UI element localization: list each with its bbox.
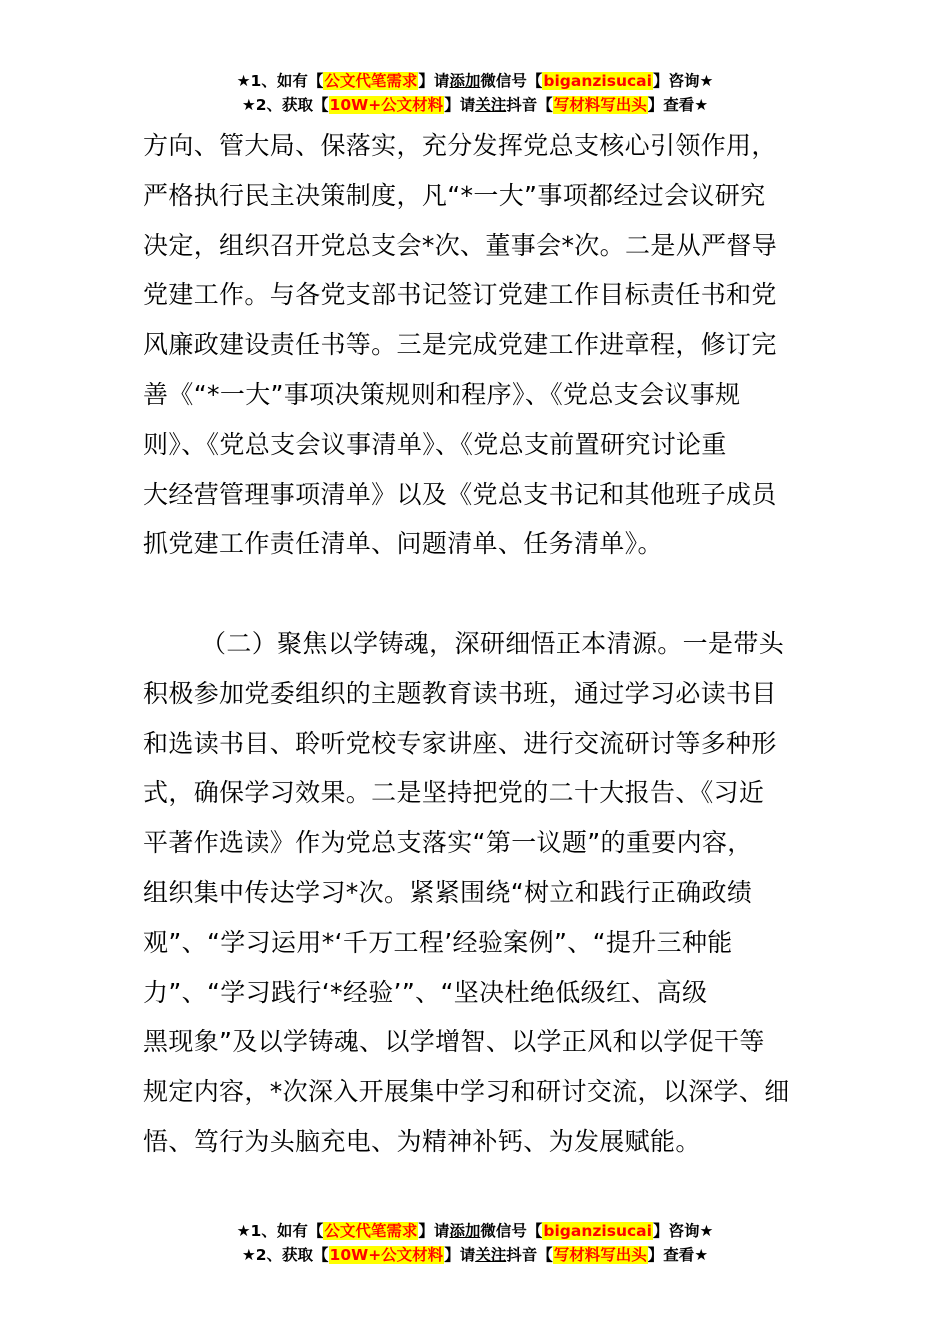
paragraph-line: 式，确保学习效果。二是坚持把党的二十大报告、《习近 bbox=[143, 778, 765, 808]
paragraph-2 bbox=[143, 619, 807, 1167]
banner-highlight: 写材料写出头 bbox=[553, 1246, 647, 1264]
banner-text: 抖音【 bbox=[506, 96, 553, 114]
banner-text: 微信号【 bbox=[480, 72, 543, 90]
paragraph-line: 观”、“学习运用*‘千万工程’经验案例”、“提升三种能 bbox=[143, 927, 733, 957]
paragraph-line: 力”、“学习践行‘*经验’”、“坚决杜绝低级红、高级 bbox=[143, 977, 708, 1007]
paragraph-line: 大经营管理事项清单》以及《党总支书记和其他班子成员 bbox=[143, 479, 777, 509]
banner-text: ★2、获取【 bbox=[241, 96, 329, 114]
banner-highlight: biganzisucai bbox=[543, 1222, 652, 1240]
footer-banner bbox=[0, 1219, 950, 1267]
paragraph-line: 方向、管大局、保落实，充分发挥党总支核心引领作用， bbox=[143, 131, 777, 160]
banner-text: 】请 bbox=[444, 1246, 476, 1264]
banner-highlight: 公文代笔需求 bbox=[324, 1222, 418, 1240]
banner-highlight: 写材料写出头 bbox=[553, 96, 647, 114]
banner-highlight: 10W+公文材料 bbox=[329, 1246, 444, 1264]
header-banner bbox=[0, 69, 950, 117]
paragraph-line: （二）聚焦以学铸魂，深研细悟正本清源。一是带头 bbox=[201, 629, 785, 658]
banner-text: ★2、获取【 bbox=[241, 1246, 329, 1264]
banner-emphasis: 关注 bbox=[475, 1246, 507, 1264]
footer-banner-line-1 bbox=[0, 1219, 950, 1243]
paragraph-line: 风廉政建设责任书等。三是完成党建工作进章程，修订完 bbox=[143, 330, 777, 360]
banner-text: ★1、如有【 bbox=[236, 1222, 324, 1240]
banner-text: 】请 bbox=[418, 1222, 450, 1240]
paragraph-line: 组织集中传达学习*次。紧紧围绕“树立和践行正确政绩 bbox=[143, 877, 753, 907]
banner-text: 抖音【 bbox=[506, 1246, 553, 1264]
paragraph-line: 积极参加党委组织的主题教育读书班，通过学习必读书目 bbox=[143, 678, 777, 708]
banner-text: 】请 bbox=[444, 96, 476, 114]
paragraph-line: 则》、《党总支会议事清单》、《党总支前置研究讨论重 bbox=[143, 429, 727, 459]
paragraph-line: 平著作选读》作为党总支落实“第一议题”的重要内容， bbox=[143, 828, 753, 858]
header-banner-line-2 bbox=[0, 93, 950, 117]
paragraph-1 bbox=[143, 121, 807, 569]
paragraph-line: 和选读书目、聆听党校专家讲座、进行交流研讨等多种形 bbox=[143, 728, 777, 758]
banner-emphasis: 添加 bbox=[449, 72, 481, 90]
banner-highlight: biganzisucai bbox=[543, 72, 652, 90]
banner-text: 】咨询★ bbox=[652, 1222, 714, 1240]
paragraph-line: 规定内容，*次深入开展集中学习和研讨交流，以深学、细 bbox=[143, 1077, 790, 1107]
banner-highlight: 10W+公文材料 bbox=[329, 96, 444, 114]
banner-text: 】咨询★ bbox=[652, 72, 714, 90]
banner-emphasis: 添加 bbox=[449, 1222, 481, 1240]
banner-text: 】查看★ bbox=[647, 96, 709, 114]
paragraph-line: 严格执行民主决策制度，凡“*一大”事项都经过会议研究 bbox=[143, 180, 766, 210]
banner-emphasis: 关注 bbox=[475, 96, 507, 114]
paragraph-line: 悟、笃行为头脑充电、为精神补钙、为发展赋能。 bbox=[143, 1126, 701, 1156]
banner-text: ★1、如有【 bbox=[236, 72, 324, 90]
banner-highlight: 公文代笔需求 bbox=[324, 72, 418, 90]
header-banner-line-1 bbox=[0, 69, 950, 93]
paragraph-line: 党建工作。与各党支部书记签订党建工作目标责任书和党 bbox=[143, 280, 777, 310]
paragraph-line: 决定，组织召开党总支会*次、董事会*次。二是从严督导 bbox=[143, 230, 778, 260]
paragraph-line: 抓党建工作责任清单、问题清单、任务清单》。 bbox=[143, 529, 663, 559]
paragraph-line: 善《“*一大”事项决策规则和程序》、《党总支会议事规 bbox=[143, 379, 741, 409]
paragraph-line: 黑现象”及以学铸魂、以学增智、以学正风和以学促干等 bbox=[143, 1027, 765, 1057]
banner-text: 】请 bbox=[418, 72, 450, 90]
banner-text: 】查看★ bbox=[647, 1246, 709, 1264]
footer-banner-line-2 bbox=[0, 1243, 950, 1267]
banner-text: 微信号【 bbox=[480, 1222, 543, 1240]
